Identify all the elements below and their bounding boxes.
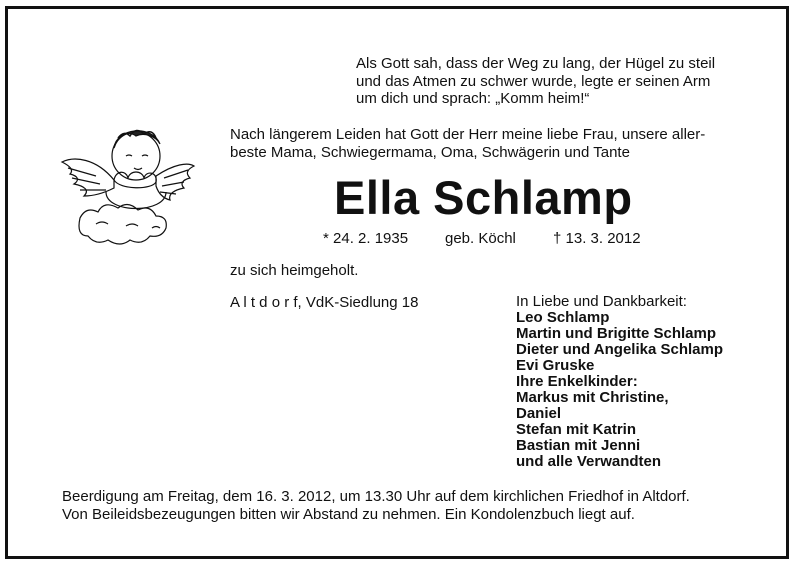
quote-line: Als Gott sah, dass der Weg zu lang, der Hügel zu steil [356, 55, 716, 72]
mourners-intro: In Liebe und Dankbarkeit: [516, 293, 687, 310]
quote-block [356, 55, 715, 108]
announcement-text [230, 126, 705, 161]
maiden-name: geb. Köchl [445, 230, 516, 247]
mourner-name: Evi Gruske [516, 357, 595, 374]
funeral-line: Von Beileidsbezeugungen bitten wir Abstand zu nehmen. Ein Kondolenzbuch liegt auf. [62, 506, 635, 523]
quote-line: und das Atmen zu schwer wurde, legte er seinen Arm [356, 72, 711, 90]
birth-date: * 24. 2. 1935 [323, 230, 409, 247]
mourner-name: Dieter und Angelika Schlamp [516, 341, 723, 358]
cherub-angel-icon [56, 118, 196, 248]
mourner-name: Martin und Brigitte Schlamp [516, 325, 717, 342]
mourner-name: Bastian mit Jenni [516, 437, 641, 454]
funeral-line: Beerdigung am Freitag, dem 16. 3. 2012, um 13.30 Uhr auf dem kirchlichen Friedhof in Altdorf. [62, 488, 690, 505]
funeral-info [62, 488, 690, 524]
place-address: A l t d o r f, VdK-Siedlung 18 [230, 294, 419, 311]
mourner-name: Daniel [516, 405, 562, 422]
taken-home-text: zu sich heimgeholt. [230, 262, 359, 279]
mourner-name: und alle Verwandten [516, 453, 662, 470]
quote-line: um dich und sprach: „Komm heim!“ [356, 90, 590, 107]
announcement-line: Nach längerem Leiden hat Gott der Herr meine liebe Frau, unsere aller- [230, 126, 706, 143]
mourner-name: Markus mit Christine, [516, 389, 669, 406]
death-date: † 13. 3. 2012 [553, 230, 641, 247]
mourner-name: Stefan mit Katrin [516, 421, 637, 438]
mourner-name: Ihre Enkelkinder: [516, 373, 638, 390]
mourners-list [516, 294, 723, 470]
mourner-name: Leo Schlamp [516, 309, 610, 326]
deceased-name: Ella Schlamp [334, 171, 633, 224]
announcement-line: beste Mama, Schwiegermama, Oma, Schwägerin und Tante [230, 143, 630, 161]
